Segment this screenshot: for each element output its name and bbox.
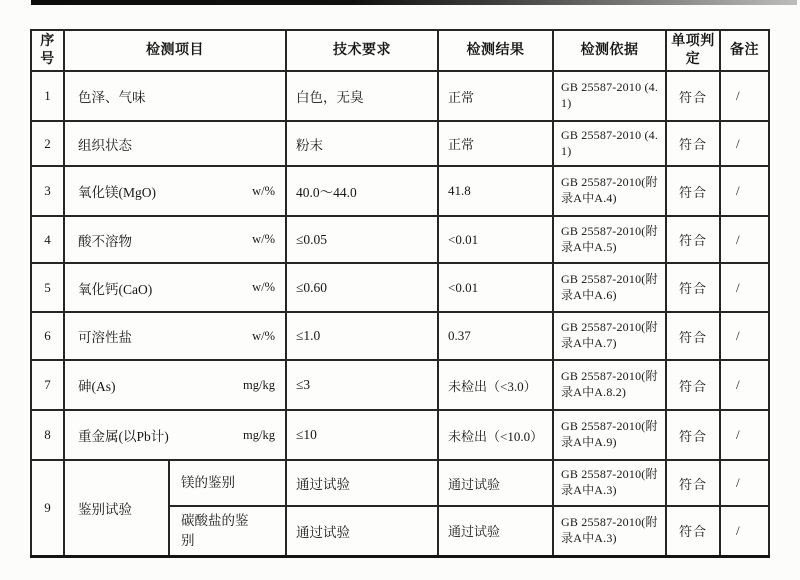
basis-cell: GB 25587-2010(附录A中A.8.2) — [553, 360, 666, 410]
judgment-cell: 符合 — [666, 121, 720, 166]
table-row — [31, 216, 769, 263]
requirement-cell: 通过试验 — [286, 460, 438, 506]
row-number: 8 — [31, 410, 64, 460]
sub-item-name: 碳酸盐的鉴别 — [181, 513, 249, 548]
result-cell: 41.8 — [438, 166, 553, 216]
item-cell — [64, 121, 286, 166]
header-item: 检测项目 — [64, 30, 286, 71]
item-cell — [64, 312, 286, 360]
item-cell — [64, 263, 286, 312]
header-judgment: 单项判定 — [666, 30, 720, 71]
row-number: 2 — [31, 121, 64, 166]
requirement-cell: ≤1.0 — [286, 312, 438, 360]
remark-cell: / — [720, 410, 769, 460]
requirement-cell: ≤0.05 — [286, 216, 438, 263]
item-cell — [64, 410, 286, 460]
judgment-cell: 符合 — [666, 312, 720, 360]
basis-cell: GB 25587-2010(附录A中A.3) — [553, 506, 666, 556]
result-cell: 正常 — [438, 71, 553, 121]
item-unit: w/% — [252, 183, 275, 198]
item-cell — [64, 360, 286, 410]
item-unit: w/% — [252, 232, 275, 246]
row-number: 7 — [31, 360, 64, 410]
result-cell: 未检出（<10.0） — [438, 410, 553, 460]
table-row — [31, 263, 769, 312]
remark-cell: / — [720, 360, 769, 410]
table-row — [31, 410, 769, 460]
row-number: 9 — [31, 460, 64, 556]
header-row — [31, 30, 769, 71]
item-cell — [64, 216, 286, 263]
judgment-cell: 符合 — [666, 166, 720, 216]
judgment-cell: 符合 — [666, 360, 720, 410]
result-cell: <0.01 — [438, 216, 553, 263]
requirement-cell: 通过试验 — [286, 506, 438, 556]
item-unit: w/% — [252, 328, 275, 343]
row-number: 5 — [31, 263, 64, 312]
result-cell: 通过试验 — [438, 506, 553, 556]
table-row — [31, 312, 769, 360]
result-cell: 0.37 — [438, 312, 553, 360]
remark-cell: / — [720, 216, 769, 263]
item-name: 氧化钙(CaO) — [78, 281, 153, 297]
judgment-cell: 符合 — [666, 410, 720, 460]
basis-cell: GB 25587-2010(附录A中A.6) — [553, 263, 666, 312]
basis-cell: GB 25587-2010(附录A中A.7) — [553, 312, 666, 360]
group-item-cell: 鉴别试验 — [64, 460, 169, 556]
row-number: 4 — [31, 216, 64, 263]
result-cell: 通过试验 — [438, 460, 553, 506]
item-name: 色泽、气味 — [78, 90, 146, 105]
table-row — [31, 360, 769, 410]
item-unit: mg/kg — [243, 427, 275, 442]
basis-cell: GB 25587-2010(附录A中A.5) — [553, 216, 666, 263]
item-name: 重金属(以Pb计) — [78, 429, 169, 444]
requirement-cell: ≤3 — [286, 360, 438, 410]
remark-cell: / — [720, 166, 769, 216]
inspection-table — [30, 29, 770, 558]
judgment-cell: 符合 — [666, 71, 720, 121]
row-number: 1 — [31, 71, 64, 121]
scan-edge-artifact — [31, 0, 797, 5]
item-name: 氧化镁(MgO) — [78, 185, 156, 200]
judgment-cell: 符合 — [666, 460, 720, 506]
judgment-cell: 符合 — [666, 506, 720, 556]
requirement-cell: ≤0.60 — [286, 263, 438, 312]
result-cell: 正常 — [438, 121, 553, 166]
sub-item-name: 镁的鉴别 — [181, 475, 235, 491]
remark-cell: / — [720, 506, 769, 556]
header-basis: 检测依据 — [553, 30, 666, 71]
header-no: 序号 — [31, 30, 64, 71]
item-unit: w/% — [252, 280, 275, 294]
basis-cell: GB 25587-2010(附录A中A.3) — [553, 460, 666, 506]
requirement-cell: 40.0～44.0 — [286, 166, 438, 216]
item-cell — [64, 71, 286, 121]
requirement-cell: 白色，无臭 — [286, 71, 438, 121]
item-name: 砷(As) — [78, 379, 116, 394]
basis-cell: GB 25587-2010(附录A中A.9) — [553, 410, 666, 460]
requirement-cell: 粉末 — [286, 121, 438, 166]
header-result: 检测结果 — [438, 30, 553, 71]
basis-cell: GB 25587-2010 (4.1) — [553, 71, 666, 121]
result-cell: 未检出（<3.0） — [438, 360, 553, 410]
header-remark: 备注 — [720, 30, 769, 71]
remark-cell: / — [720, 460, 769, 506]
sub-item-cell — [169, 460, 286, 506]
row-number: 6 — [31, 312, 64, 360]
row-number: 3 — [31, 166, 64, 216]
header-requirement: 技术要求 — [286, 30, 438, 71]
item-name: 酸不溶物 — [78, 233, 132, 249]
remark-cell: / — [720, 263, 769, 312]
item-name: 组织状态 — [78, 137, 132, 153]
item-unit: mg/kg — [243, 377, 275, 392]
judgment-cell: 符合 — [666, 263, 720, 312]
item-name: 可溶性盐 — [78, 330, 132, 345]
basis-cell: GB 25587-2010(附录A中A.4) — [553, 166, 666, 216]
item-cell — [64, 166, 286, 216]
table-row — [31, 460, 769, 506]
remark-cell: / — [720, 312, 769, 360]
result-cell: <0.01 — [438, 263, 553, 312]
table-row — [31, 121, 769, 166]
judgment-cell: 符合 — [666, 216, 720, 263]
sub-item-cell — [169, 506, 286, 556]
requirement-cell: ≤10 — [286, 410, 438, 460]
basis-cell: GB 25587-2010 (4.1) — [553, 121, 666, 166]
table-row — [31, 71, 769, 121]
table-row — [31, 166, 769, 216]
remark-cell: / — [720, 71, 769, 121]
remark-cell: / — [720, 121, 769, 166]
